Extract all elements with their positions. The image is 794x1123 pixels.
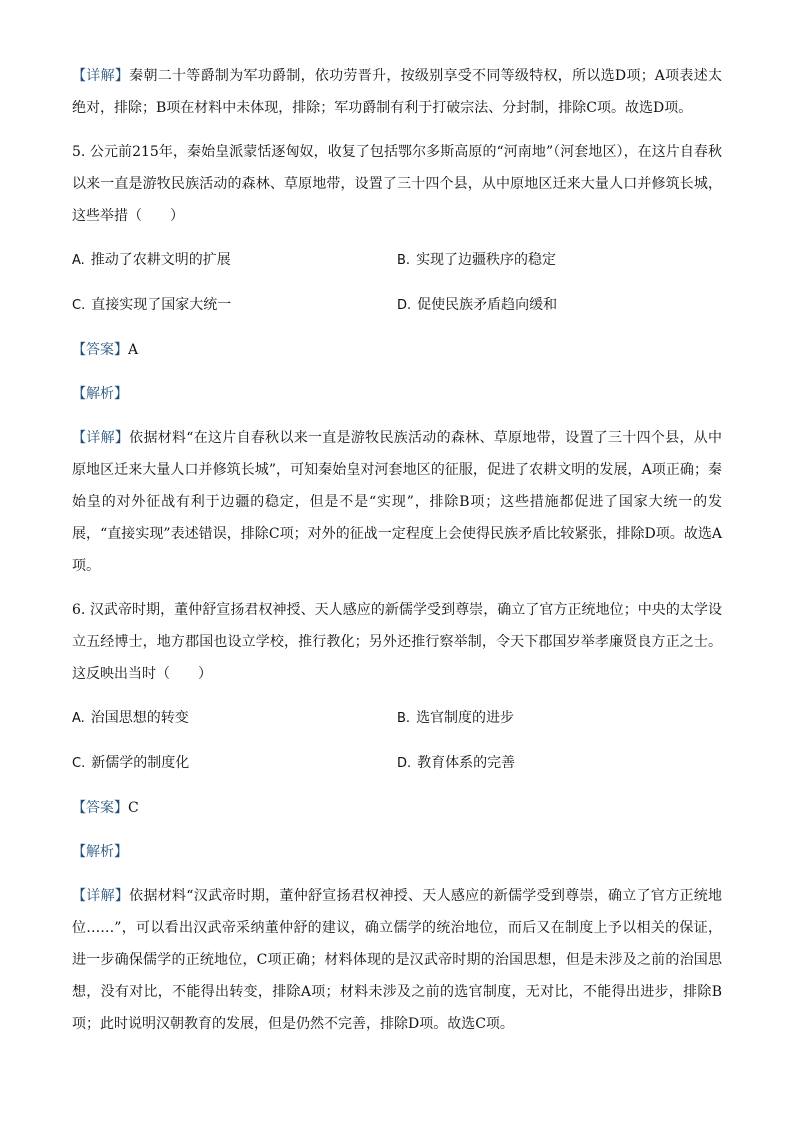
answer-value: C: [128, 800, 139, 816]
option-d[interactable]: [397, 289, 722, 322]
option-letter: A.: [72, 711, 85, 726]
question-6-options: [72, 702, 722, 780]
detail-tag: 【详解】: [72, 68, 130, 84]
question-5-stem: 5. 公元前215年，秦始皇派蒙恬逐匈奴，收复了包括鄂尔多斯高原的“河南地”（河套地区），在这片自春秋以来一直是游牧民族活动的森林、草原地带，设置了三十四个县，从中原地区迁来大量人口并修筑长城，这些举措（ ）: [72, 144, 722, 224]
option-letter: D.: [397, 756, 412, 771]
option-b[interactable]: [397, 702, 722, 735]
option-text: 治国思想的转变: [90, 710, 189, 726]
option-d[interactable]: [397, 747, 722, 780]
answer-line-q6: [72, 792, 722, 824]
detail-paragraph-q5: [72, 422, 722, 582]
analysis-heading-q6: [72, 836, 722, 868]
answer-tag: 【答案】: [72, 342, 128, 358]
detail-text: 依据材料“汉武帝时期，董仲舒宣扬君权神授、天人感应的新儒学受到尊崇，确立了官方正统地位……”，可以看出汉武帝采纳董仲舒的建议，确立儒学的统治地位，而后又在制度上予以相关的保证，进一步确保儒学的正统地位，C项正确；材料体现的是汉武帝时期的治国思想，但是未涉及之前的治国思想，没有对比，不能得出转变，排除A项；材料未涉及之前的选官制度，无对比，不能得出进步，排除B项；此时说明汉朝教育的发展，但是仍然不完善，排除D项。故选C项。: [72, 888, 723, 1032]
detail-text: 秦朝二十等爵制为军功爵制，依功劳晋升，按级别享受不同等级特权，所以选D项；A项表述太绝对，排除；B项在材料中未体现，排除；军功爵制有利于打破宗法、分封制，排除C项。故选D项。: [72, 68, 722, 116]
analysis-tag: 【解析】: [72, 844, 128, 860]
option-text: 实现了边疆秩序的稳定: [416, 252, 557, 268]
detail-paragraph-q6: [72, 880, 722, 1040]
question-6-stem: 6. 汉武帝时期，董仲舒宣扬君权神授、天人感应的新儒学受到尊崇，确立了官方正统地位；中央的太学设立五经博士，地方郡国也设立学校，推行教化；另外还推行察举制，令天下郡国岁举孝廉贤良方正之士。这反映出当时（ ）: [72, 602, 722, 682]
detail-paragraph-q4: [72, 60, 722, 124]
detail-text: 依据材料“在这片自春秋以来一直是游牧民族活动的森林、草原地带，设置了三十四个县，从中原地区迁来大量人口并修筑长城”，可知秦始皇对河套地区的征服，促进了农耕文明的发展，A项正确；秦始皇的对外征战有利于边疆的稳定，但是不是“实现”，排除B项；这些措施都促进了国家大统一的发展，“直接实现”表述错误，排除C项；对外的征战一定程度上会使得民族矛盾比较紧张，排除D项。故选A项。: [72, 430, 723, 574]
option-letter: D.: [397, 298, 412, 313]
answer-line-q5: [72, 334, 722, 366]
analysis-heading-q5: [72, 378, 722, 410]
option-text: 直接实现了国家大统一: [91, 297, 232, 313]
option-letter: B.: [397, 253, 411, 268]
option-letter: C.: [72, 756, 86, 771]
question-5-options: [72, 244, 722, 322]
detail-tag: 【详解】: [72, 430, 130, 446]
option-text: 促使民族矛盾趋向缓和: [417, 297, 558, 313]
option-letter: A.: [72, 253, 85, 268]
option-text: 教育体系的完善: [417, 755, 516, 771]
option-b[interactable]: [397, 244, 722, 277]
analysis-tag: 【解析】: [72, 386, 128, 402]
option-a[interactable]: [72, 244, 397, 277]
option-text: 选官制度的进步: [416, 710, 515, 726]
answer-tag: 【答案】: [72, 800, 128, 816]
option-letter: B.: [397, 711, 411, 726]
option-text: 新儒学的制度化: [91, 755, 190, 771]
option-letter: C.: [72, 298, 86, 313]
option-c[interactable]: [72, 289, 397, 322]
option-c[interactable]: [72, 747, 397, 780]
option-text: 推动了农耕文明的扩展: [90, 252, 231, 268]
detail-tag: 【详解】: [72, 888, 130, 904]
option-a[interactable]: [72, 702, 397, 735]
answer-value: A: [128, 342, 139, 358]
document-page: [72, 60, 722, 1040]
